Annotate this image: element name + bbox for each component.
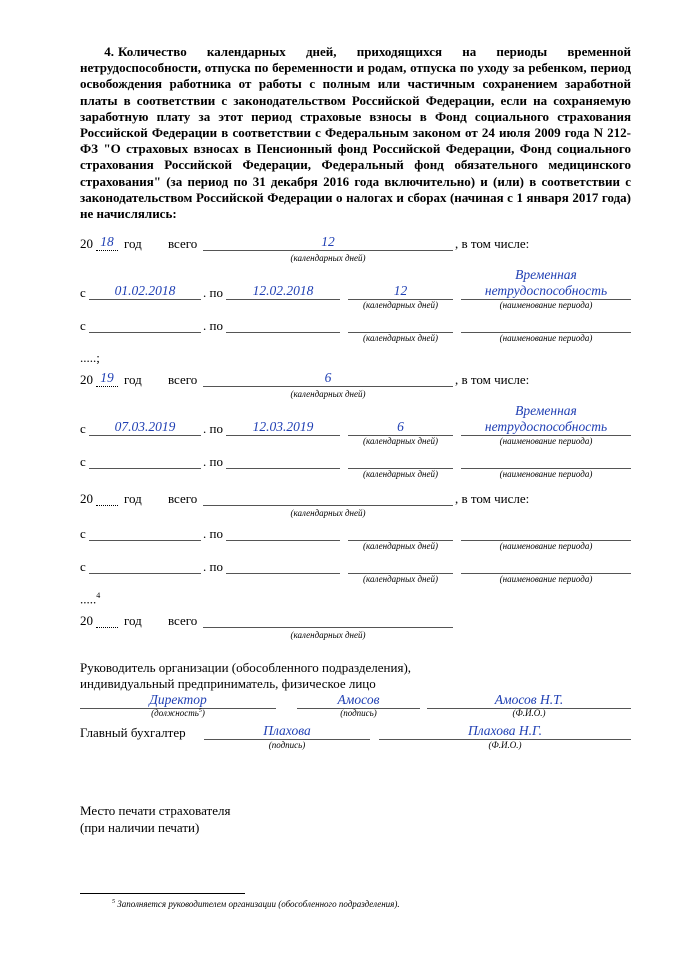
period-name-caption: (наименование периода) <box>499 574 593 584</box>
ellipsis <box>80 591 100 607</box>
period-days-field[interactable] <box>348 557 453 574</box>
from-label: с <box>80 285 86 300</box>
footnote-text: Заполняется руководителем организации (обособленного подразделения). <box>117 899 400 909</box>
head-label-line2: индивидуальный предприниматель, физическое лицо <box>80 676 376 691</box>
period-from-field[interactable] <box>89 316 201 333</box>
year-label: год <box>124 236 142 251</box>
head-name-field[interactable]: Амосов Н.Т. <box>427 692 631 709</box>
total-label: всего <box>168 372 198 387</box>
period-from-field[interactable] <box>89 524 201 541</box>
intro-paragraph <box>80 44 631 222</box>
position-caption-end: ) <box>201 708 205 718</box>
accountant-label: Главный бухгалтер <box>80 725 186 740</box>
position-caption-text: (должность <box>151 708 199 718</box>
year-century: 20 <box>80 491 93 506</box>
from-label: с <box>80 421 86 436</box>
to-label: . по <box>203 421 223 436</box>
cal-days-caption: (календарных дней) <box>363 541 438 551</box>
signature-caption: (подпись) <box>340 708 377 718</box>
incl-label: , в том числе: <box>455 372 530 387</box>
period-name-caption: (наименование периода) <box>499 300 593 310</box>
cal-days-caption: (календарных дней) <box>363 574 438 584</box>
from-label: с <box>80 526 86 541</box>
period-name-field[interactable] <box>461 316 631 333</box>
footnote-mark: 5 <box>112 899 115 905</box>
period-name-line1: Временная <box>515 267 577 282</box>
period-name-caption: (наименование периода) <box>499 541 593 551</box>
period-to-field[interactable] <box>226 452 340 469</box>
year-label: год <box>124 491 142 506</box>
year-century: 20 <box>80 613 93 628</box>
period-from-field[interactable] <box>89 557 201 574</box>
period-days-field[interactable]: 12 <box>348 283 453 300</box>
year-century: 20 <box>80 372 93 387</box>
total-days-field[interactable] <box>203 611 453 628</box>
period-to-field[interactable] <box>226 316 340 333</box>
position-caption <box>80 708 276 718</box>
period-to-field[interactable]: 12.02.2018 <box>226 283 340 300</box>
stamp-label-line2: (при наличии печати) <box>80 820 200 835</box>
signature-caption: (подпись) <box>268 740 306 750</box>
cal-days-caption: (календарных дней) <box>363 333 438 343</box>
stamp-label-line1: Место печати страхователя <box>80 803 231 818</box>
total-days-field[interactable]: 12 <box>203 234 453 251</box>
from-label: с <box>80 559 86 574</box>
footnote-ref: 4 <box>96 591 101 600</box>
position-field[interactable]: Директор <box>80 692 276 709</box>
cal-days-caption: (календарных дней) <box>290 508 366 518</box>
period-name-field[interactable] <box>461 452 631 469</box>
section-number: 4. <box>104 44 114 59</box>
cal-days-caption: (календарных дней) <box>363 469 438 479</box>
accountant-name-field[interactable]: Плахова Н.Г. <box>379 723 631 740</box>
from-label: с <box>80 454 86 469</box>
period-days-field[interactable]: 6 <box>348 419 453 436</box>
cal-days-caption: (календарных дней) <box>363 300 438 310</box>
period-days-field[interactable] <box>348 316 453 333</box>
to-label: . по <box>203 559 223 574</box>
period-name-caption: (наименование периода) <box>499 436 593 446</box>
period-name-field[interactable]: нетрудоспособность <box>461 419 631 436</box>
incl-label: , в том числе: <box>455 236 530 251</box>
footnote-divider <box>80 893 245 894</box>
period-to-field[interactable] <box>226 557 340 574</box>
period-name-field[interactable] <box>461 557 631 574</box>
cal-days-caption: (календарных дней) <box>363 436 438 446</box>
incl-label: , в том числе: <box>455 491 530 506</box>
year-value[interactable]: 18 <box>96 234 118 251</box>
accountant-signature-field[interactable]: Плахова <box>204 723 370 740</box>
period-days-field[interactable] <box>348 452 453 469</box>
head-label-line1: Руководитель организации (обособленного подразделения), <box>80 660 412 675</box>
total-label: всего <box>168 491 198 506</box>
year-label: год <box>124 372 142 387</box>
year-label: год <box>124 613 142 628</box>
cal-days-caption: (календарных дней) <box>290 389 366 399</box>
total-days-field[interactable]: 6 <box>203 370 453 387</box>
period-to-field[interactable] <box>226 524 340 541</box>
period-name-line1: Временная <box>515 403 577 418</box>
intro-text: Количество календарных дней, приходящихся на периоды временной нетрудоспособности, отпуска по беременности и родам, отпуска по уходу за ребенком, период освобождения работника от работы с полным или частичным сохранением заработной платы в соответствии с законодательством Российской Федерации, если на сохраняемую заработную плату за этот период страховые взносы в Фонд социального страхования Российской Федерации в соответствии с Федеральным законом от 24 июля 2009 года N 212-ФЗ "О страховых взносах в Пенсионный фонд Российской Федерации, Фонд социального страхования Российской Федерации, Федеральный фонд обязательного медицинского страхования" (за период по 31 декабря 2016 года включительно) и (или) в соответствии с законодательством Российской Федерации о налогах и сборах (начиная с 1 января 2017 года) не начислялись: <box>80 44 631 222</box>
cal-days-caption: (календарных дней) <box>290 253 366 263</box>
period-from-field[interactable]: 01.02.2018 <box>89 283 201 300</box>
total-label: всего <box>168 613 198 628</box>
footnote <box>112 899 400 909</box>
name-caption: (Ф.И.О.) <box>512 708 546 718</box>
total-label: всего <box>168 236 198 251</box>
to-label: . по <box>203 526 223 541</box>
to-label: . по <box>203 454 223 469</box>
year-century: 20 <box>80 236 93 251</box>
to-label: . по <box>203 285 223 300</box>
ellipsis: .....; <box>80 350 100 365</box>
period-from-field[interactable]: 07.03.2019 <box>89 419 201 436</box>
year-value[interactable] <box>96 489 118 506</box>
to-label: . по <box>203 318 223 333</box>
head-signature-field[interactable]: Амосов <box>297 692 420 709</box>
ellipsis-text: ..... <box>80 591 97 607</box>
footnote-ref: 5 <box>198 708 202 714</box>
period-name-field[interactable]: нетрудоспособность <box>461 283 631 300</box>
year-value[interactable] <box>96 611 118 628</box>
from-label: с <box>80 318 86 333</box>
period-name-field[interactable] <box>461 524 631 541</box>
year-value[interactable]: 19 <box>96 370 118 387</box>
period-to-field[interactable]: 12.03.2019 <box>226 419 340 436</box>
cal-days-caption: (календарных дней) <box>290 630 366 640</box>
period-from-field[interactable] <box>89 452 201 469</box>
period-days-field[interactable] <box>348 524 453 541</box>
period-name-caption: (наименование периода) <box>499 333 593 343</box>
period-name-caption: (наименование периода) <box>499 469 593 479</box>
name-caption: (Ф.И.О.) <box>488 740 522 750</box>
total-days-field[interactable] <box>203 489 453 506</box>
